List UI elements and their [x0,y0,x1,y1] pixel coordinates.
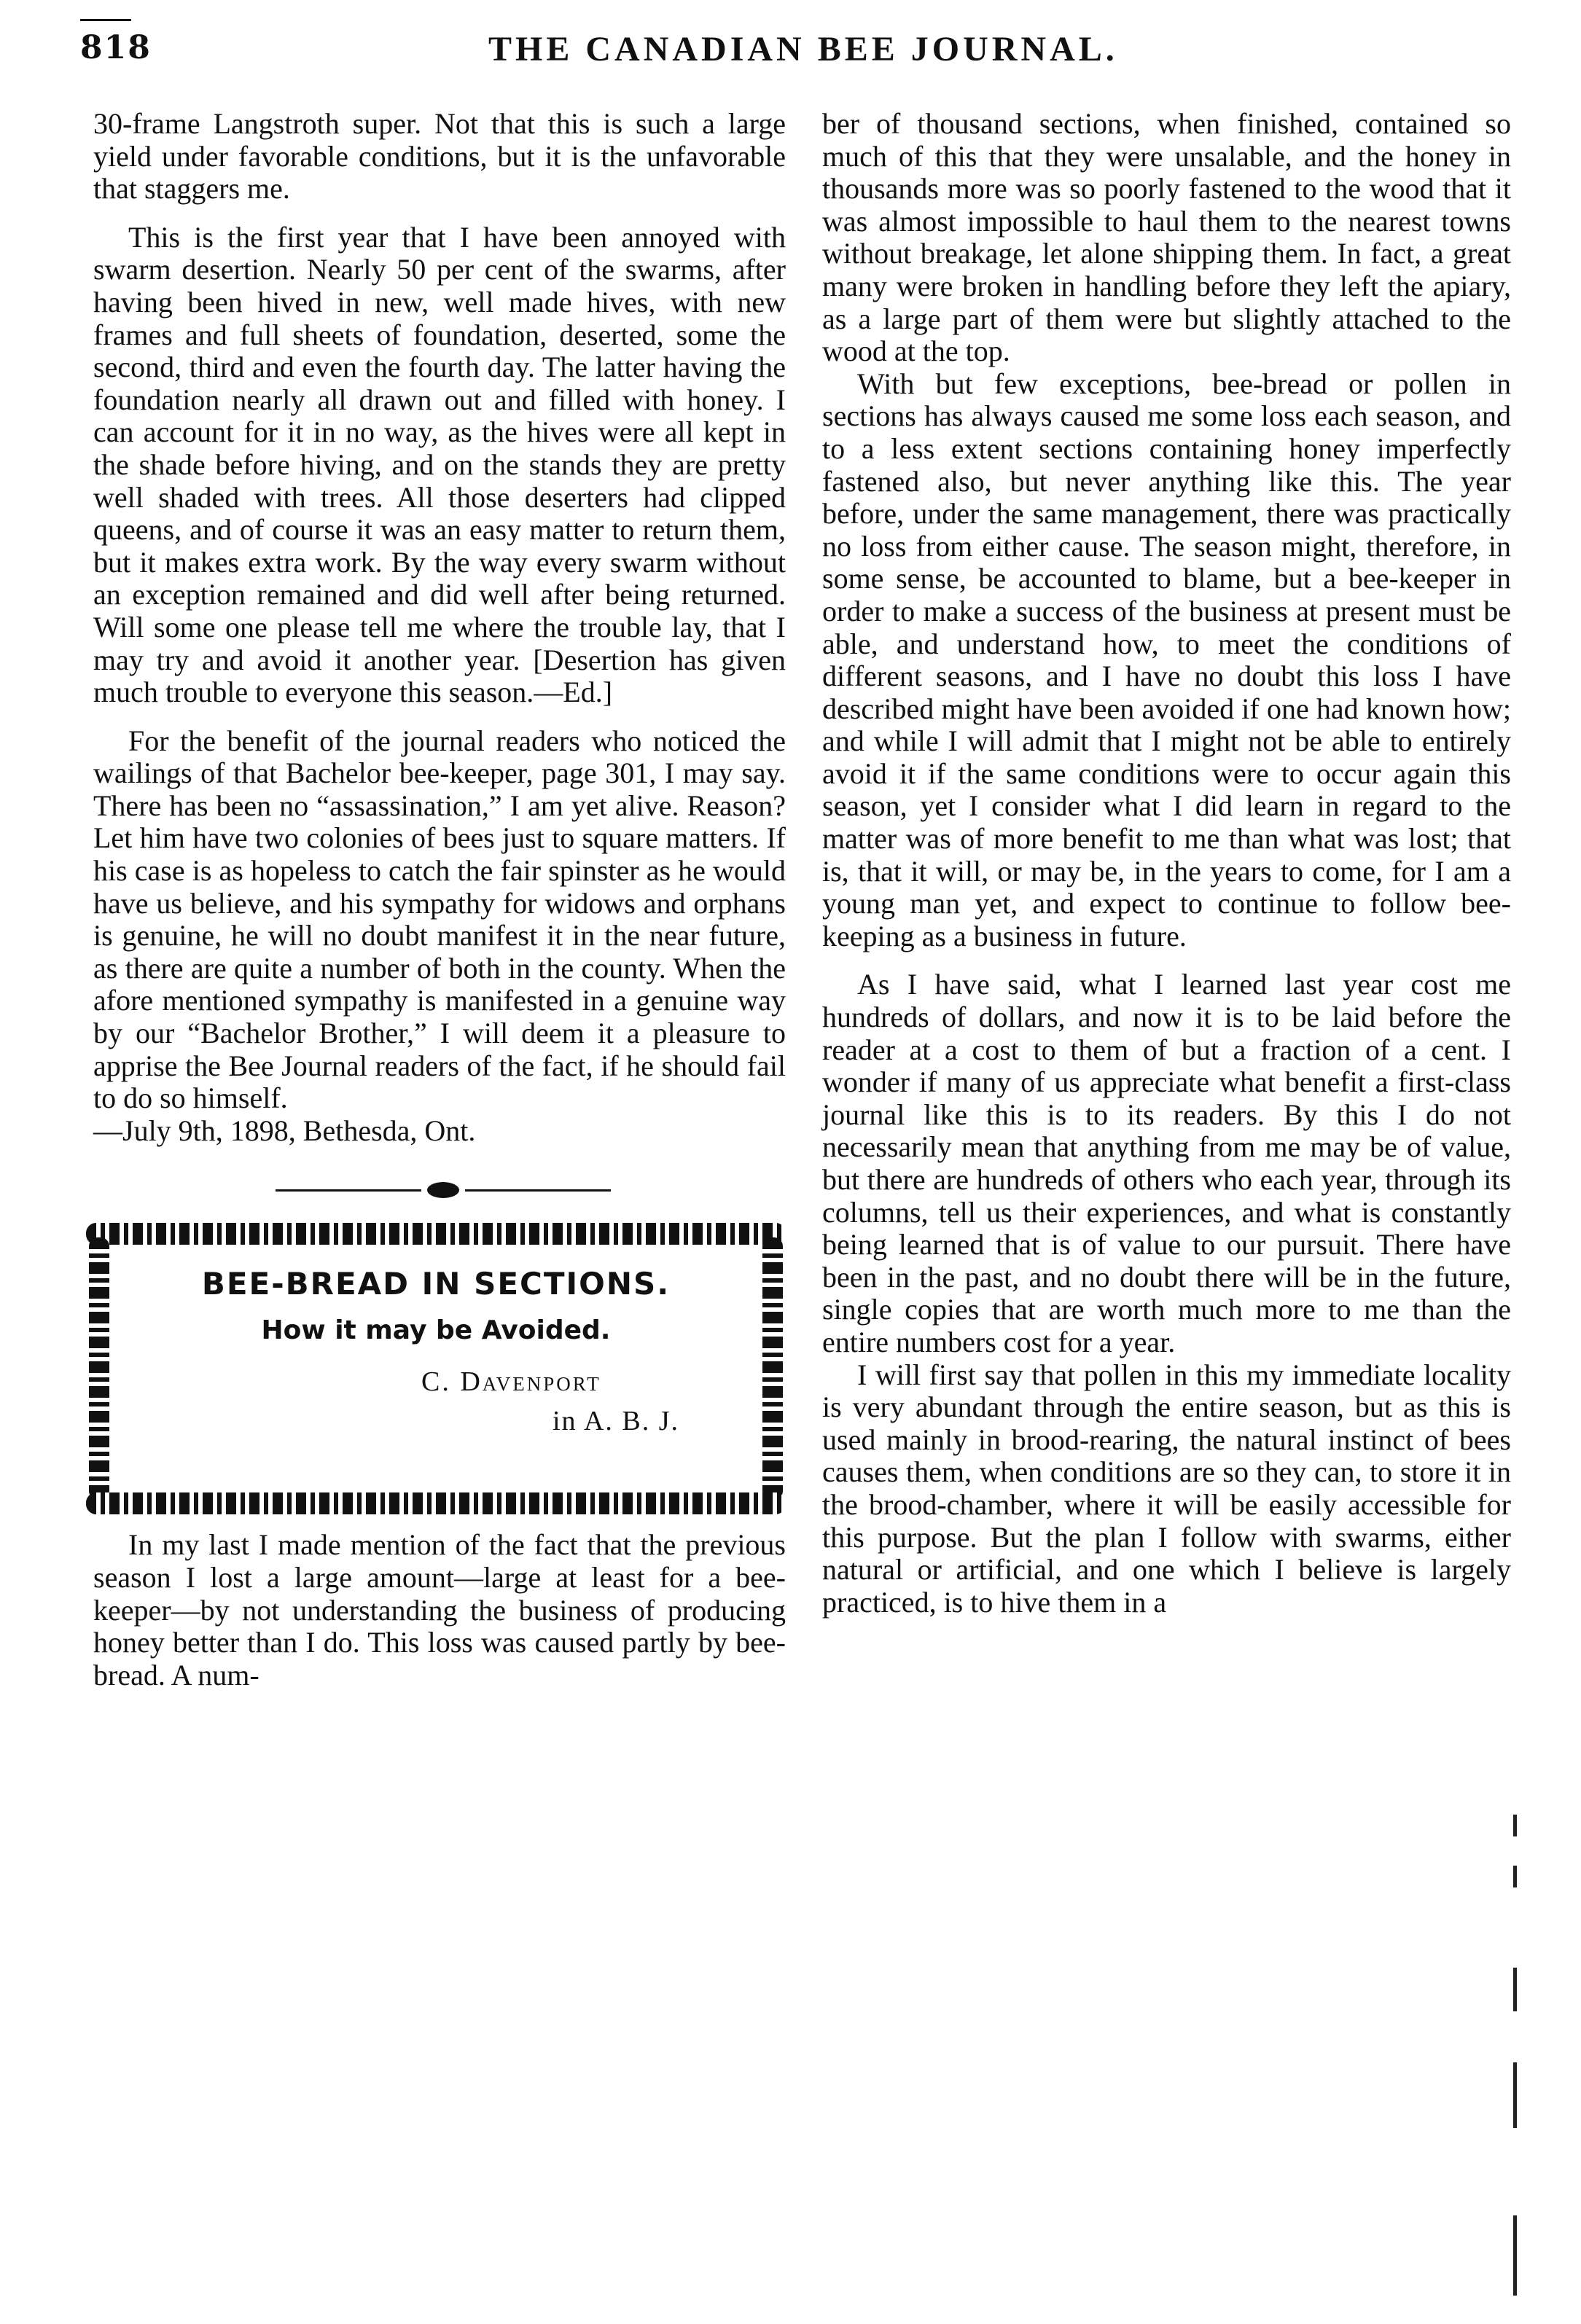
margin-mark [1513,2062,1517,2128]
article-source: in A. B. J. [553,1406,680,1437]
ornamental-border-bottom [86,1492,786,1514]
margin-mark [1513,1866,1517,1887]
dateline: —July 9th, 1898, Bethesda, Ont. [93,1114,476,1147]
running-head [80,29,1512,73]
paragraph: 30-frame Langstroth super. Not that this is such a large yield under favorable conditions, but it is the unfavorable that staggers me. [93,107,786,206]
separator-line [465,1189,611,1192]
margin-mark [1513,1968,1517,2011]
page-number: 818 [80,29,152,66]
right-column [822,108,1511,1619]
paragraph: In my last I made mention of the fact that the previous season I lost a large amount—large at least for a bee-keeper—by not understanding the business of producing honey better than I do. This loss was caused partly by bee-bread. A num- [93,1528,786,1691]
separator-ornament [427,1182,459,1198]
article-subtitle: How it may be Avoided. [261,1315,611,1346]
paragraph: This is the first year that I have been annoyed with swarm desertion. Nearly 50 per cent of the swarms, after having been hived in new, well made hives, with new frames and full sheets of foundation, deserted, some the second, third and even the fourth day. The latter having the foundation nearly all drawn out and filled with honey. I can account for it in no way, as the hives were all kept in the shade before hiving, and on the stands they are pretty well shaded with trees. All those deserters had clipped queens, and of course it was an easy matter to return them, but it makes extra work. By the way every swarm without an exception remained and did well after being returned. Will some one please tell me where the trouble lay, that I may try and avoid it another year. [Desertion has given much trouble to everyone this season.—Ed.] [93,220,786,709]
left-column [93,108,786,1691]
header-rule [80,19,131,21]
journal-title: THE CANADIAN BEE JOURNAL. [488,30,1118,69]
article-heading-box [86,1223,786,1514]
separator-line [276,1189,421,1192]
article-title: BEE-BREAD IN SECTIONS. [201,1266,671,1302]
paragraph: I will first say that pollen in this my immediate locality is very abundant through the entire season, but as this is used mainly in brood-rearing, the natural instinct of bees causes them, when conditions are so they can, to store it in the brood-chamber, where it will be easily accessible for this purpose. But the plan I follow with swarms, either natural or artificial, and one which I believe is largely practiced, is to hive them in a [822,1358,1511,1619]
margin-mark [1513,2215,1517,2296]
margin-mark [1513,1815,1517,1836]
paragraph: With but few exceptions, bee-bread or pollen in sections has always caused me some loss each season, and to a less extent sections containing honey imperfectly fastened also, but never anything like this. The year before, under the same management, there was practically no loss from either cause. The season might, therefore, in some sense, be accounted to blame, but a bee-keeper in order to make a success of the business at present must be able, and understand how, to meet the conditions of different seasons, and I have no doubt this loss I have described might have been avoided if one had known how; and while I will admit that I might not be able to entirely avoid it if the same conditions were to occur again this season, yet I consider what I did learn in regard to the matter was of more benefit to me than what was lost; that is, that it will, or may be, in the years to come, for I am a young man yet, and expect to continue to follow bee-keeping as a business in future. [822,367,1511,952]
ornamental-border-top [86,1223,786,1245]
section-separator [93,1179,786,1201]
paragraph: As I have said, what I learned last year cost me hundreds of dollars, and now it is to be laid before the reader at a cost to them of but a fraction of a cent. I wonder if many of us appreciate what benefit a first-class journal like this is to its readers. By this I do not necessarily mean that anything from me may be of value, but there are hundreds of others who each year, through its columns, tell us their experiences, and what is constantly being learned that is of value to our pursuit. There have been in the past, and no doubt there will be in the future, single copies that are worth much more to me than the entire numbers cost for a year. [822,968,1511,1358]
article-author: C. Davenport [421,1366,601,1398]
paragraph: For the benefit of the journal readers who noticed the wailings of that Bachelor bee-keeper, page 301, I may say. There has been no “assassination,” I am yet alive. Reason? Let him have two colonies of bees just to square matters. If his case is as hopeless to catch the fair spinster as he would have us believe, and his sympathy for widows and orphans is genuine, he will no doubt manifest it in the near future, as there are quite a number of both in the county. When the afore mentioned sympathy is manifested in a genuine way by our “Bachelor Brother,” I will deem it a pleasure to apprise the Bee Journal readers of the fact, if he should fail to do so himself. [93,724,786,1115]
paragraph: ber of thousand sections, when finished, contained so much of this that they were unsalable, and the honey in thousands more was so poorly fastened to the wood that it was almost impossible to haul them to the nearest towns without breakage, let alone shipping them. In fact, a great many were broken in handling before they left the apiary, as a large part of them were but slightly attached to the wood at the top. [822,107,1511,368]
